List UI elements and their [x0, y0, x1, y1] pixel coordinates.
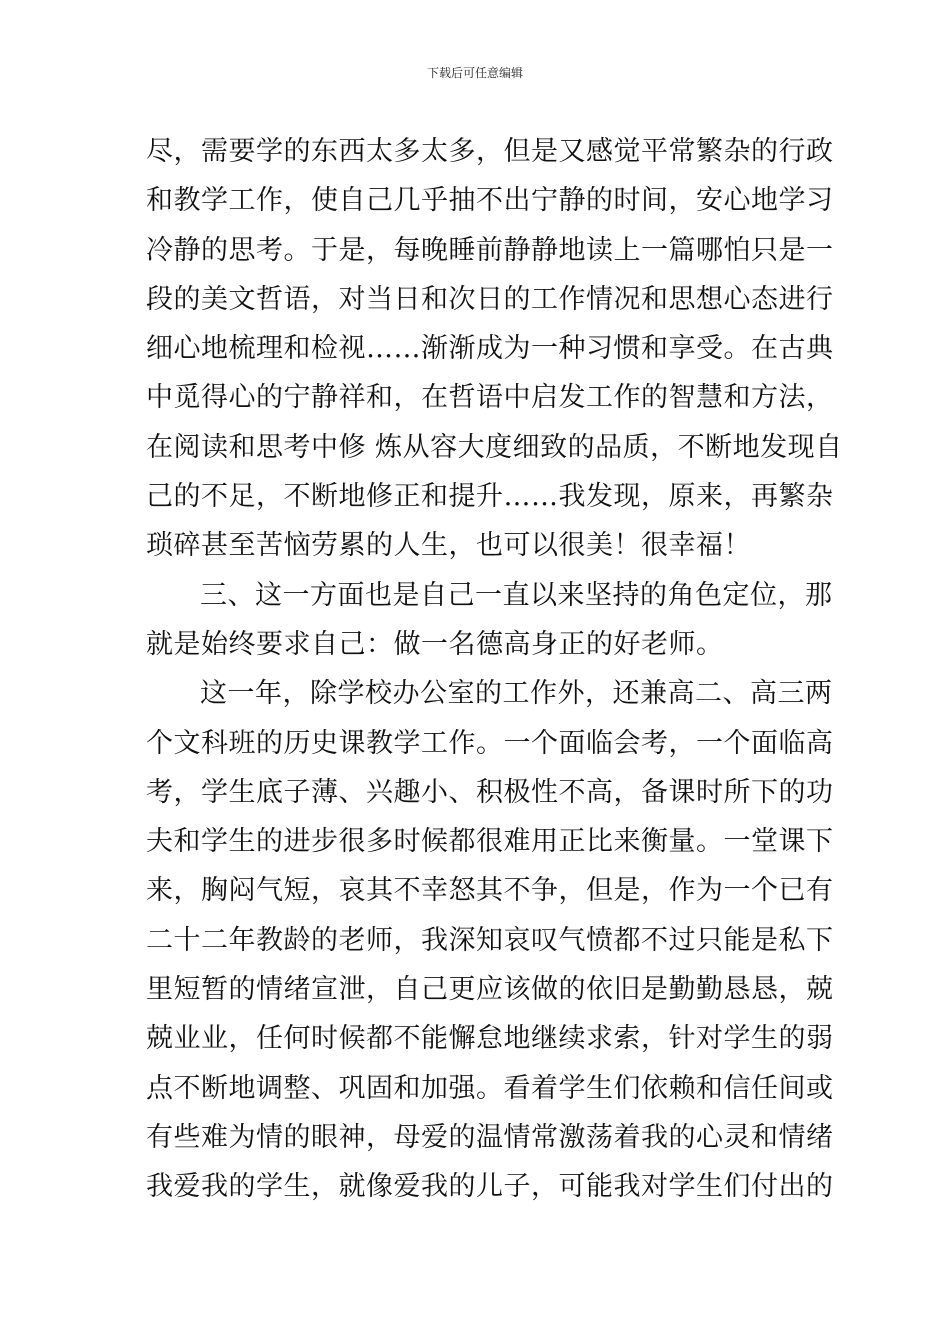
- text-line: 考，学生底子薄、兴趣小、积极性不高，备课时所下的功: [146, 776, 834, 808]
- text-line: 和教学工作，使自己几乎抽不出宁静的时间，安心地学习: [146, 185, 834, 217]
- text-line: 就是始终要求自己：做一名德高身正的好老师。: [146, 628, 724, 660]
- text-line: 夫和学生的进步很多时候都很难用正比来衡量。一堂课下: [146, 826, 834, 858]
- text-line: 中觅得心的宁静祥和，在哲语中启发工作的智慧和方法，: [146, 382, 834, 414]
- paragraph-start-line: 三、这一方面也是自己一直以来坚持的角色定位，那: [200, 579, 833, 611]
- text-line: 有些难为情的眼神，母爱的温情常激荡着我的心灵和情绪: [146, 1121, 834, 1153]
- text-line: 在阅读和思考中修 炼从容大度细致的品质，不断地发现自: [146, 431, 843, 463]
- text-line: 来，胸闷气短，哀其不幸怒其不争，但是，作为一个已有: [146, 875, 834, 907]
- text-line: 兢业业，任何时候都不能懈怠地继续求索，针对学生的弱: [146, 1023, 834, 1055]
- text-line: 点不断地调整、巩固和加强。看着学生们依赖和信任间或: [146, 1072, 834, 1104]
- text-line: 细心地梳理和检视……渐渐成为一种习惯和享受。在古典: [146, 333, 834, 365]
- text-line: 尽，需要学的东西太多太多，但是又感觉平常繁杂的行政: [146, 136, 834, 167]
- document-body: [146, 127, 843, 1212]
- page-header: 下载后可任意编辑: [426, 66, 523, 80]
- text-line: 个文科班的历史课教学工作。一个面临会考，一个面临高: [146, 727, 834, 759]
- text-line: 冷静的思考。于是，每晚睡前静静地读上一篇哪怕只是一: [146, 234, 834, 266]
- text-line: 己的不足，不断地修正和提升……我发现，原来，再繁杂: [146, 481, 834, 513]
- text-line: 二十二年教龄的老师，我深知哀叹气愤都不过只能是私下: [146, 924, 834, 956]
- text-line: 琐碎甚至苦恼劳累的人生，也可以很美！很幸福！: [146, 530, 751, 562]
- paragraph-start-line: 这一年，除学校办公室的工作外，还兼高二、高三两: [200, 678, 833, 710]
- text-line: 里短暂的情绪宣泄，自己更应该做的依旧是勤勤恳恳，兢: [146, 974, 834, 1006]
- text-line: 我爱我的学生，就像爱我的儿子，可能我对学生们付出的: [146, 1171, 834, 1203]
- text-line: 段的美文哲语，对当日和次日的工作情况和思想心态进行: [146, 283, 834, 315]
